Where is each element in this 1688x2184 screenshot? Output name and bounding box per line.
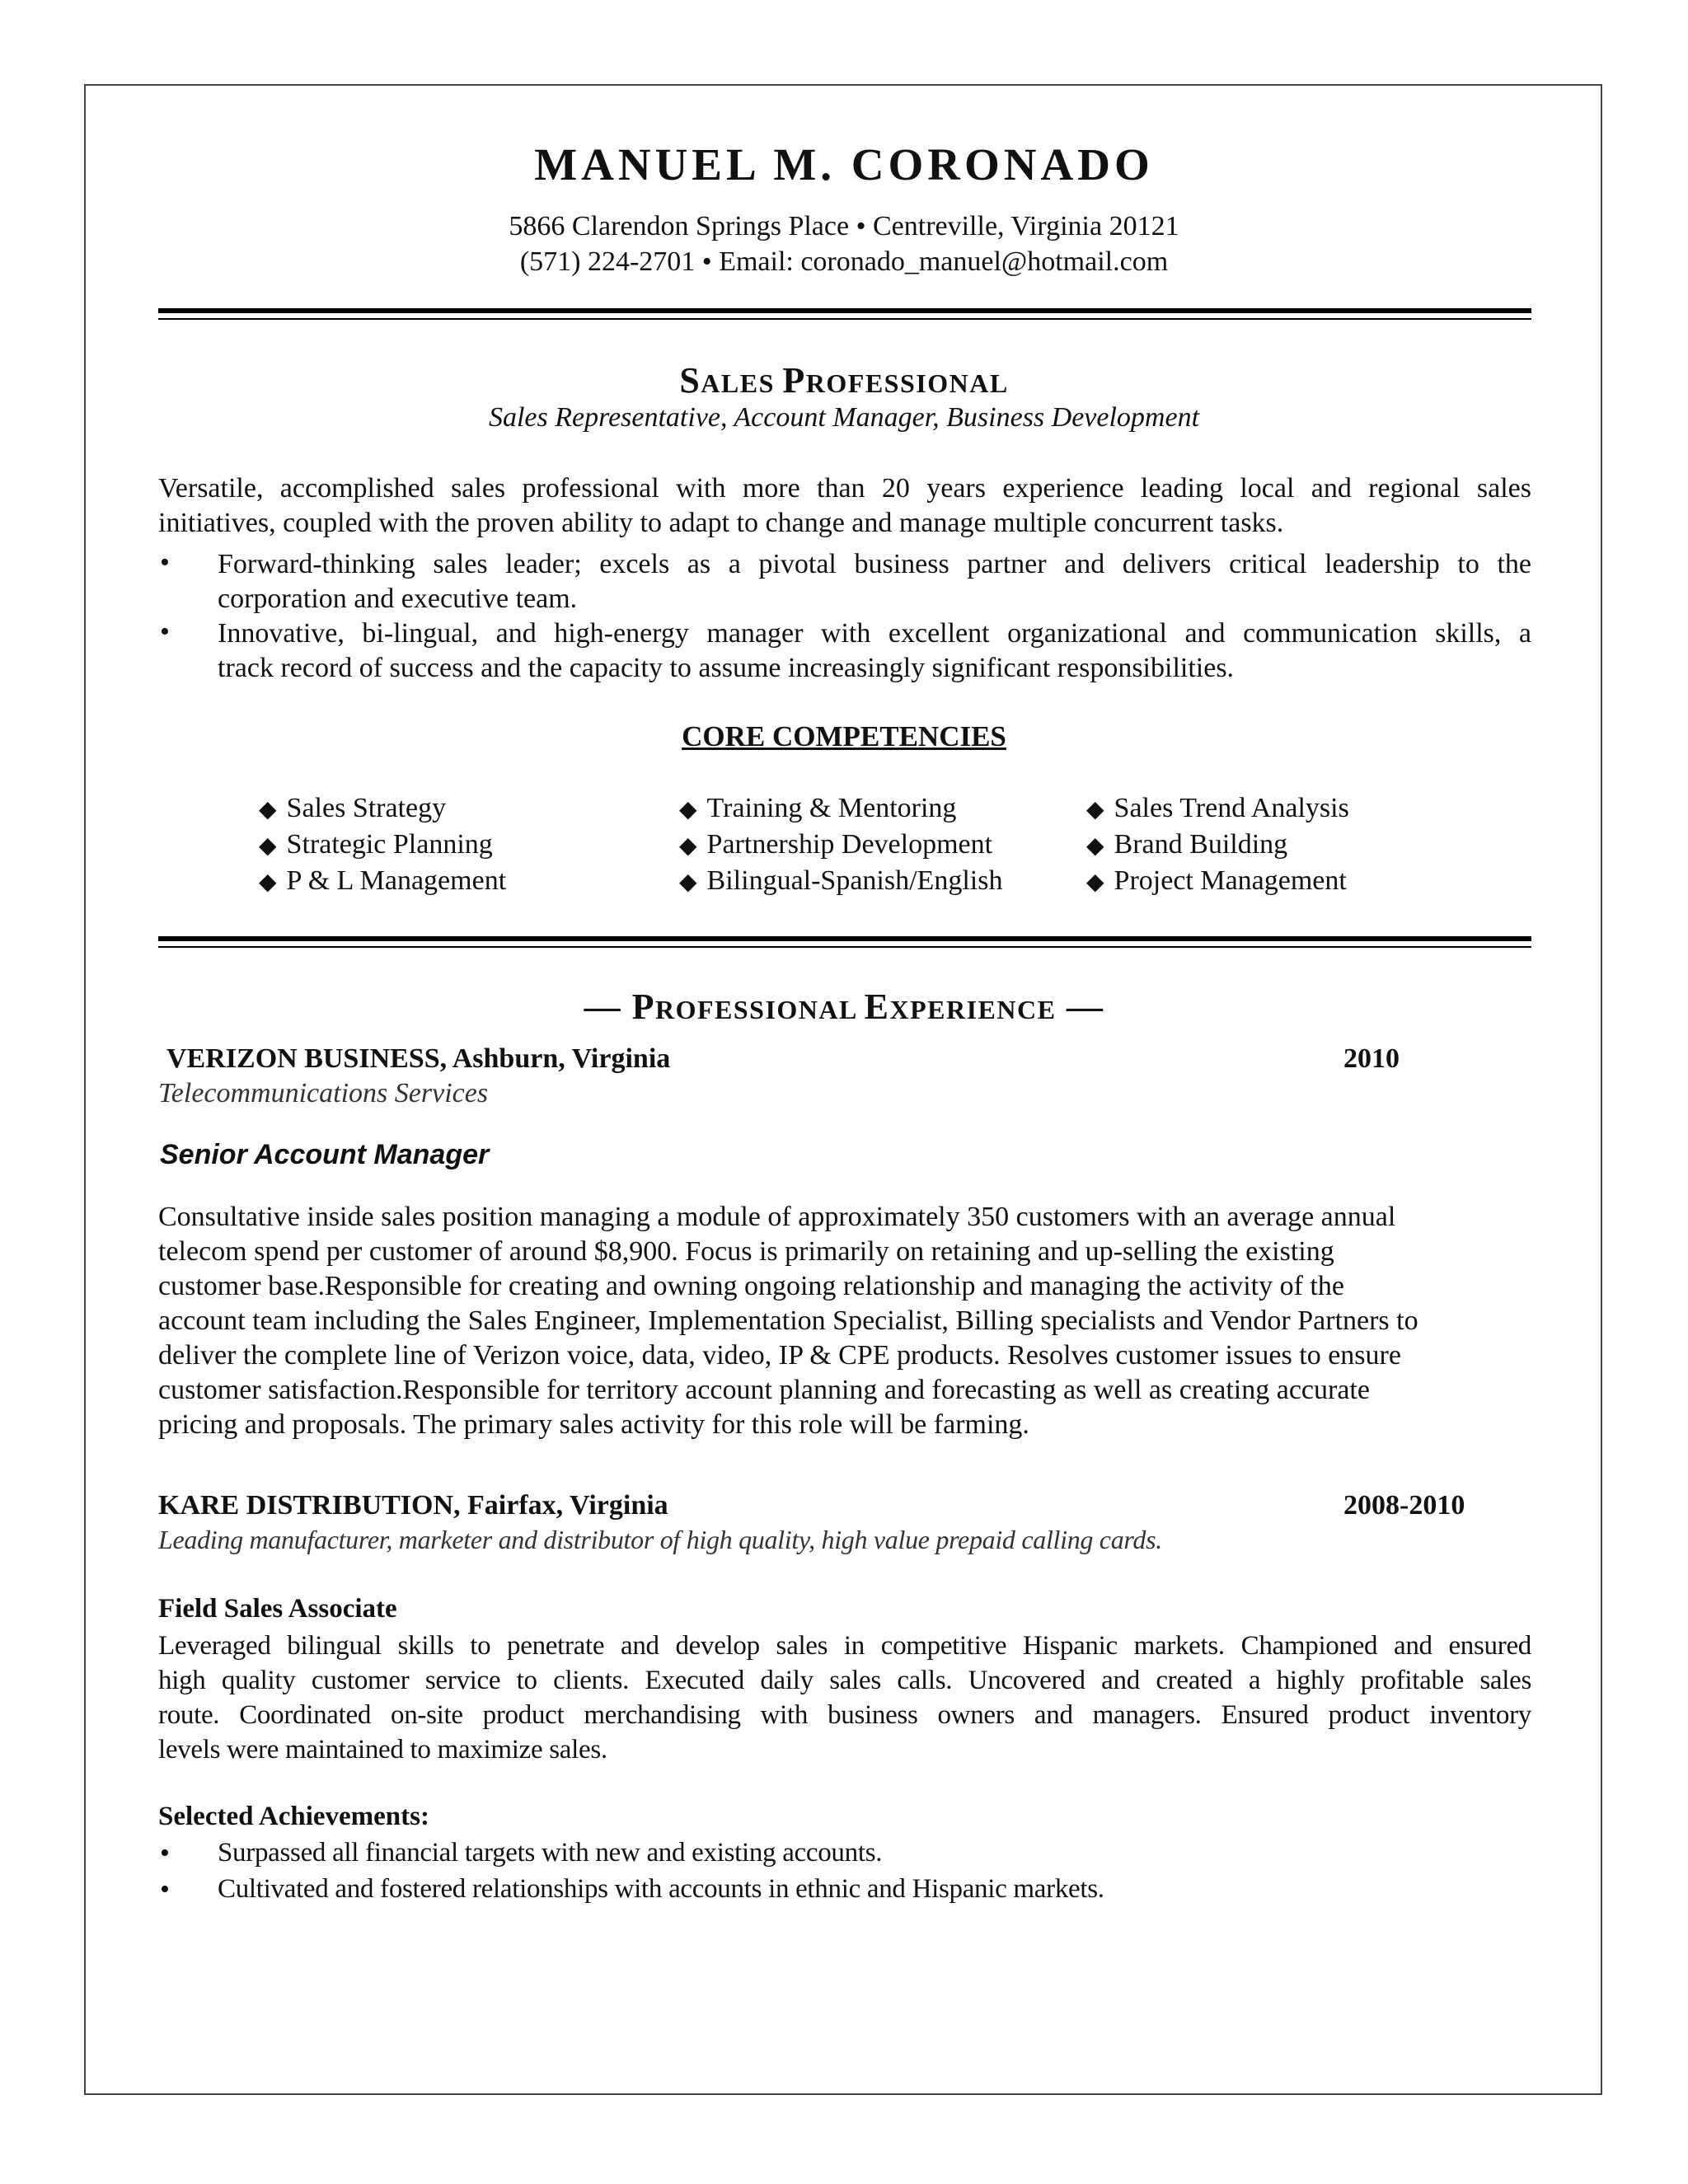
description-line: deliver the complete line of Verizon voice, data, video, IP & CPE products. Resolves customer issues to ensure <box>158 1340 1401 1371</box>
bullet-line: Innovative, bi-lingual, and high-energy manager with excellent organizational and communication skills, a <box>218 618 1531 649</box>
experience-rest-1: ROFESSIONAL <box>654 995 865 1024</box>
competency-label: Brand Building <box>1114 829 1288 860</box>
diamond-bullet-icon: ◆ <box>679 797 697 823</box>
competency-label: P & L Management <box>286 865 507 896</box>
experience-cap-2: E <box>864 987 890 1027</box>
experience-dash-left: — <box>584 987 632 1027</box>
bullet-line: corporation and executive team. <box>218 583 578 614</box>
competency-label: Bilingual-Spanish/English <box>706 865 1003 896</box>
job1-industry: Telecommunications Services <box>158 1078 489 1108</box>
competency-item <box>679 793 956 824</box>
description-line: Leveraged bilingual skills to penetrate and develop sales in competitive Hispanic markets. Championed and ensured <box>158 1631 1531 1661</box>
competency-label: Training & Mentoring <box>706 793 957 823</box>
core-rule-thin <box>158 946 1531 948</box>
experience-cap-1: P <box>631 987 655 1027</box>
diamond-bullet-icon: ◆ <box>259 833 277 859</box>
job2-description <box>158 1629 1531 1767</box>
job2-years: 2008-2010 <box>1343 1490 1465 1521</box>
core-competencies-title: CORE COMPETENCIES <box>682 720 1006 752</box>
headline-rest-2: ROFESSIONAL <box>805 368 1009 398</box>
address-line: 5866 Clarendon Springs Place • Centreville, Virginia 20121 <box>509 211 1179 241</box>
job2-company: KARE DISTRIBUTION, Fairfax, Virginia <box>158 1490 668 1521</box>
description-line: telecom spend per customer of around $8,900. Focus is primarily on retaining and up-selling the existing <box>158 1236 1334 1267</box>
competency-label: Project Management <box>1114 865 1347 896</box>
experience-rest-2: XPERIENCE <box>889 995 1057 1024</box>
competency-label: Partnership Development <box>706 829 993 860</box>
phone-email-line: (571) 224-2701 • Email: coronado_manuel@hotmail.com <box>519 246 1169 277</box>
competency-item <box>1086 829 1287 860</box>
achievement-item: Cultivated and fostered relationships with accounts in ethnic and Hispanic markets. <box>218 1874 1104 1904</box>
competency-item <box>259 865 506 897</box>
diamond-bullet-icon: ◆ <box>1086 833 1104 859</box>
diamond-bullet-icon: ◆ <box>679 833 697 859</box>
description-line: customer satisfaction.Responsible for territory account planning and forecasting as well as creating accurate <box>158 1375 1370 1405</box>
competency-item <box>679 829 992 860</box>
summary-line: initiatives, coupled with the proven ability to adapt to change and manage multiple concurrent tasks. <box>158 508 1284 538</box>
bullet-dot: • <box>160 547 170 578</box>
header-rule-thin <box>158 318 1531 320</box>
bullet-line: Forward-thinking sales leader; excels as a pivotal business partner and delivers critical leadership to the <box>218 549 1531 579</box>
diamond-bullet-icon: ◆ <box>259 797 277 823</box>
headline-title <box>0 359 1688 401</box>
bullet-dot: • <box>160 616 170 647</box>
description-line: pricing and proposals. The primary sales activity for this role will be farming. <box>158 1409 1029 1440</box>
summary-bullet <box>218 616 1531 686</box>
job1-role: Senior Account Manager <box>160 1139 490 1170</box>
summary-line: Versatile, accomplished sales professional with more than 20 years experience leading local and regional sales <box>158 473 1531 504</box>
competency-item <box>1086 865 1347 897</box>
competency-label: Sales Strategy <box>286 793 447 823</box>
experience-dash-right: — <box>1056 987 1104 1027</box>
job2-role: Field Sales Associate <box>158 1594 397 1624</box>
job1-years: 2010 <box>1343 1043 1400 1074</box>
headline-cap-1: S <box>679 360 701 401</box>
description-line: customer base.Responsible for creating and owning ongoing relationship and managing the activity of the <box>158 1271 1344 1301</box>
core-rule-thick <box>158 936 1531 941</box>
achievement-item: Surpassed all financial targets with new and existing accounts. <box>218 1838 883 1868</box>
candidate-name: MANUEL M. CORONADO <box>534 139 1154 190</box>
headline-subtitle: Sales Representative, Account Manager, Business Development <box>488 402 1200 433</box>
achievements-title: Selected Achievements: <box>158 1802 429 1831</box>
job1-description <box>158 1200 1531 1442</box>
header-rule-thick <box>158 308 1531 313</box>
competency-item <box>679 865 1002 897</box>
diamond-bullet-icon: ◆ <box>259 869 277 895</box>
diamond-bullet-icon: ◆ <box>1086 797 1104 823</box>
description-line: high quality customer service to clients. Executed daily sales calls. Uncovered and created a highly profitable sales <box>158 1666 1531 1695</box>
competency-item <box>259 793 446 824</box>
headline-cap-2: P <box>782 360 806 401</box>
bullet-dot: • <box>160 1838 170 1868</box>
description-line: account team including the Sales Engineer, Implementation Specialist, Billing specialists and Vendor Partners to <box>158 1305 1418 1336</box>
job2-industry: Leading manufacturer, marketer and distributor of high quality, high value prepaid calling cards. <box>158 1525 1162 1554</box>
diamond-bullet-icon: ◆ <box>679 869 697 895</box>
description-line: Consultative inside sales position managing a module of approximately 350 customers with an average annual <box>158 1202 1396 1232</box>
description-line: route. Coordinated on-site product merchandising with business owners and managers. Ensured product inventory <box>158 1700 1531 1730</box>
diamond-bullet-icon: ◆ <box>1086 869 1104 895</box>
headline-rest-1: ALES <box>701 368 783 398</box>
summary-bullet <box>218 547 1531 616</box>
competency-label: Strategic Planning <box>286 829 493 860</box>
competency-item <box>1086 793 1349 824</box>
bullet-line: track record of success and the capacity to assume increasingly significant responsibilities. <box>218 653 1235 683</box>
summary-paragraph <box>158 471 1531 541</box>
competency-item <box>259 829 493 860</box>
description-line: levels were maintained to maximize sales. <box>158 1735 607 1765</box>
bullet-dot: • <box>160 1874 170 1905</box>
job1-company: VERIZON BUSINESS, Ashburn, Virginia <box>166 1043 671 1074</box>
experience-title <box>0 986 1688 1028</box>
competency-label: Sales Trend Analysis <box>1114 793 1349 823</box>
